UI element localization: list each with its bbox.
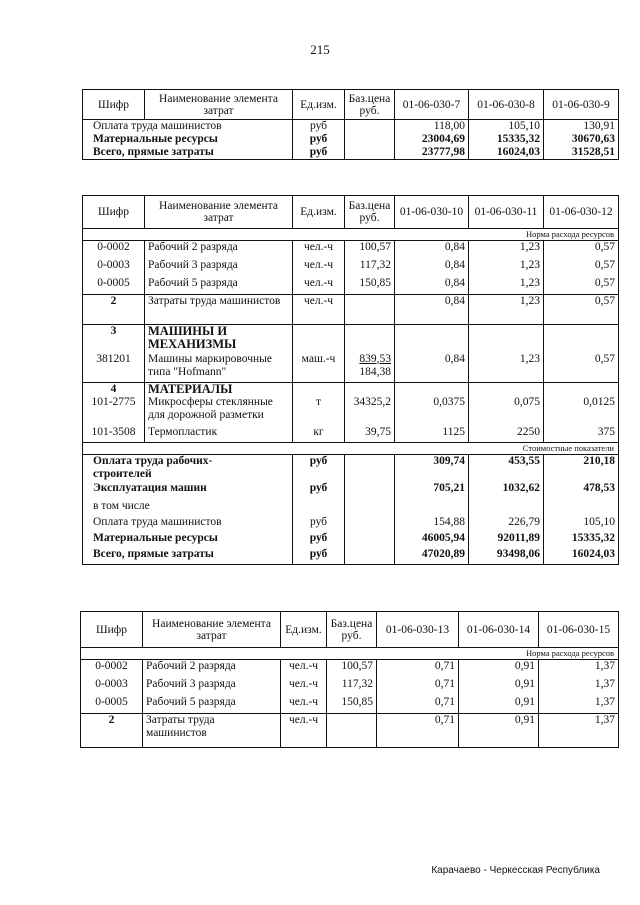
table-row: 381201 Машины маркировочные типа "Hofmann" маш.-ч 839,53 184,38 0,84 1,23 0,57 bbox=[83, 353, 619, 383]
header-col-a: 01-06-030-13 bbox=[377, 612, 459, 648]
table-row: Оплата труда машинистов руб 154,88 226,79 105,10 bbox=[83, 516, 619, 532]
page-number: 215 bbox=[310, 42, 330, 57]
section-row: 3 МАШИНЫ И МЕХАНИЗМЫ bbox=[83, 325, 619, 353]
header-col-b: 01-06-030-11 bbox=[469, 196, 544, 229]
header-name: Наименование элемента затрат bbox=[145, 90, 293, 120]
header-col-c: 01-06-030-15 bbox=[539, 612, 619, 648]
table-row: в том числе bbox=[83, 500, 619, 516]
price-table-1 bbox=[82, 89, 619, 160]
table-row: Материальные ресурсы руб 46005,94 92011,89 15335,32 bbox=[83, 532, 619, 548]
table-row: 2 Затраты труда машинистов чел.-ч 0,71 0,91 1,37 bbox=[81, 714, 619, 748]
cost-label: Стоимостные показатели bbox=[83, 442, 619, 454]
table-row: 0-0003 Рабочий 3 разряда чел.-ч 117,32 0,84 1,23 0,57 bbox=[83, 259, 619, 277]
table-row: 101-3508 Термопластик кг 39,75 1125 2250 375 bbox=[83, 426, 619, 442]
table-row: Материальные ресурсы руб 23004,69 15335,32 30670,63 bbox=[83, 133, 619, 146]
header-unit: Ед.изм. bbox=[293, 90, 345, 120]
table-row: 0-0003 Рабочий 3 разряда чел.-ч 117,32 0,71 0,91 1,37 bbox=[81, 678, 619, 696]
table-row: 2 Затраты труда машинистов чел.-ч 0,84 1,23 0,57 bbox=[83, 295, 619, 325]
table-row: Всего, прямые затраты руб 47020,89 93498,06 16024,03 bbox=[83, 548, 619, 564]
norm-label: Норма расхода ресурсов bbox=[81, 648, 619, 660]
section-row: 4 МАТЕРИАЛЫ bbox=[83, 383, 619, 397]
header-col-b: 01-06-030-8 bbox=[469, 90, 544, 120]
header-col-c: 01-06-030-12 bbox=[544, 196, 619, 229]
table-row: 101-2775 Микросферы стеклянные для дорожной разметки т 34325,2 0,0375 0,075 0,0125 bbox=[83, 396, 619, 426]
table-row: 0-0005 Рабочий 5 разряда чел.-ч 150,85 0,84 1,23 0,57 bbox=[83, 277, 619, 295]
table-row: Эксплуатация машин руб 705,21 1032,62 478,53 bbox=[83, 482, 619, 500]
table-row: 0-0005 Рабочий 5 разряда чел.-ч 150,85 0,71 0,91 1,37 bbox=[81, 696, 619, 714]
footer-region: Карачаево - Черкесская Республика bbox=[431, 865, 600, 876]
header-col-a: 01-06-030-10 bbox=[395, 196, 469, 229]
header-name: Наименование элемента затрат bbox=[143, 612, 281, 648]
table-row: Оплата труда машинистов руб 118,00 105,10 130,91 bbox=[83, 120, 619, 134]
header-col-a: 01-06-030-7 bbox=[395, 90, 469, 120]
table-row: 0-0002 Рабочий 2 разряда чел.-ч 100,57 0,71 0,91 1,37 bbox=[81, 660, 619, 678]
price-table-3 bbox=[80, 611, 619, 748]
header-code: Шифр bbox=[83, 196, 145, 229]
price-table-2 bbox=[82, 195, 619, 565]
table-row: 0-0002 Рабочий 2 разряда чел.-ч 100,57 0,84 1,23 0,57 bbox=[83, 241, 619, 259]
header-price: Баз.цена руб. bbox=[327, 612, 377, 648]
header-code: Шифр bbox=[83, 90, 145, 120]
header-name: Наименование элемента затрат bbox=[145, 196, 293, 229]
header-code: Шифр bbox=[81, 612, 143, 648]
table-row: Всего, прямые затраты руб 23777,98 16024,03 31528,51 bbox=[83, 146, 619, 160]
header-price: Баз.цена руб. bbox=[345, 90, 395, 120]
header-col-b: 01-06-030-14 bbox=[459, 612, 539, 648]
header-unit: Ед.изм. bbox=[293, 196, 345, 229]
norm-label: Норма расхода ресурсов bbox=[83, 229, 619, 241]
header-col-c: 01-06-030-9 bbox=[544, 90, 619, 120]
header-unit: Ед.изм. bbox=[281, 612, 327, 648]
header-price: Баз.цена руб. bbox=[345, 196, 395, 229]
table-row: Оплата труда рабочих-строителей руб 309,74 453,55 210,18 bbox=[83, 454, 619, 482]
